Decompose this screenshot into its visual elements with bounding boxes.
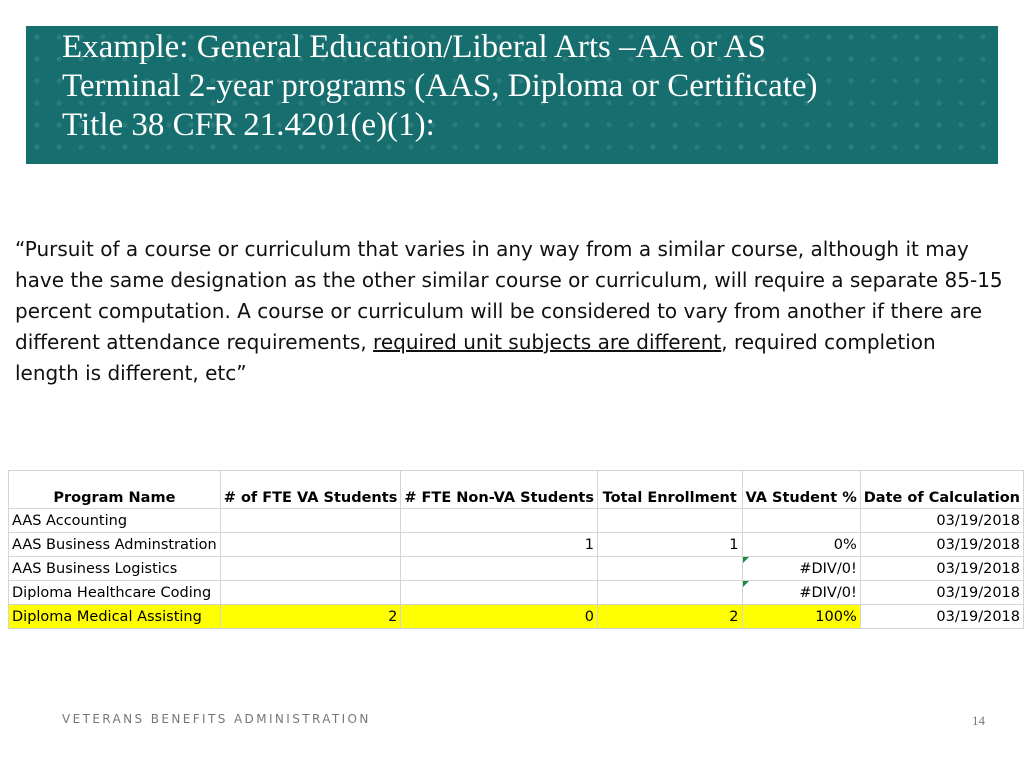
date-cell: 03/19/2018 xyxy=(860,581,1023,605)
table-row xyxy=(9,509,1024,533)
program-name-cell: AAS Accounting xyxy=(9,509,221,533)
va-percent-cell xyxy=(742,509,860,533)
header-fte-non-va-students: # FTE Non-VA Students xyxy=(401,471,598,509)
regulation-quote xyxy=(15,234,1005,389)
fte-va-cell xyxy=(220,581,401,605)
program-name-cell: Diploma Healthcare Coding xyxy=(9,581,221,605)
program-name-cell: Diploma Medical Assisting xyxy=(9,605,221,629)
page-number: 14 xyxy=(972,713,985,728)
program-name-cell: AAS Business Adminstration xyxy=(9,533,221,557)
header-date-of-calculation: Date of Calculation xyxy=(860,471,1023,509)
fte-non-va-cell: 1 xyxy=(401,533,598,557)
table-header-row xyxy=(9,471,1024,509)
header-fte-va-students: # of FTE VA Students xyxy=(220,471,401,509)
header-program-name: Program Name xyxy=(9,471,221,509)
table-row xyxy=(9,557,1024,581)
date-cell: 03/19/2018 xyxy=(860,557,1023,581)
quote-text-end: , required completion length is different, etc” xyxy=(15,330,936,385)
title-banner xyxy=(26,26,998,164)
va-percent-cell: 100% xyxy=(742,605,860,629)
date-cell: 03/19/2018 xyxy=(860,605,1023,629)
va-percent-cell: 0% xyxy=(742,533,860,557)
va-percent-cell: #DIV/0! xyxy=(742,557,860,581)
fte-non-va-cell xyxy=(401,509,598,533)
quote-underlined-text: required unit subjects are different xyxy=(373,330,722,354)
fte-va-cell xyxy=(220,557,401,581)
total-enrollment-cell xyxy=(597,509,742,533)
total-enrollment-cell: 1 xyxy=(597,533,742,557)
total-enrollment-cell xyxy=(597,557,742,581)
table-row xyxy=(9,581,1024,605)
date-cell: 03/19/2018 xyxy=(860,533,1023,557)
footer-organization: VETERANS BENEFITS ADMINISTRATION xyxy=(62,712,371,726)
va-percent-cell: #DIV/0! xyxy=(742,581,860,605)
fte-non-va-cell xyxy=(401,557,598,581)
total-enrollment-cell: 2 xyxy=(597,605,742,629)
total-enrollment-cell xyxy=(597,581,742,605)
title-line-1: Example: General Education/Liberal Arts –AA or AS xyxy=(62,29,766,65)
fte-va-cell xyxy=(220,509,401,533)
table-row-highlighted xyxy=(9,605,1024,629)
fte-va-cell xyxy=(220,533,401,557)
fte-non-va-cell xyxy=(401,581,598,605)
header-total-enrollment: Total Enrollment xyxy=(597,471,742,509)
header-va-student-percent: VA Student % xyxy=(742,471,860,509)
program-table xyxy=(8,470,1024,629)
program-name-cell: AAS Business Logistics xyxy=(9,557,221,581)
fte-non-va-cell: 0 xyxy=(401,605,598,629)
fte-va-cell: 2 xyxy=(220,605,401,629)
date-cell: 03/19/2018 xyxy=(860,509,1023,533)
title-line-2: Terminal 2-year programs (AAS, Diploma or Certificate) xyxy=(62,68,818,104)
quote-text-start: “Pursuit of a course or curriculum that varies in any way from a similar course, although it may have the same designation as the other similar course or curriculum, will require a separate 85-15 percent computation. A course or curriculum will be considered to vary from another if there are different attendance requirements, xyxy=(15,237,1003,354)
title-line-3: Title 38 CFR 21.4201(e)(1): xyxy=(62,107,435,143)
table-row xyxy=(9,533,1024,557)
